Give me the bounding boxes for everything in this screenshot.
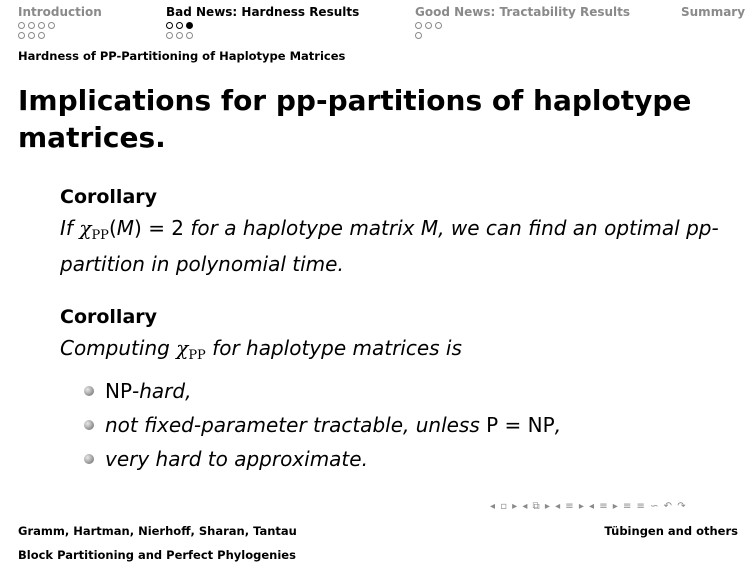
corollary-body [60, 334, 720, 370]
nav-section-label[interactable]: Bad News: Hardness Results [166, 5, 360, 19]
frame-dot[interactable] [425, 22, 432, 29]
frame-dot[interactable] [166, 22, 173, 29]
beamer-navigation-symbols[interactable]: ◂ ▫ ▸ ◂ ⧉ ▸ ◂ ≡ ▸ ◂ ≡ ▸ ≡ ≡ ∽ ↶ ↷ [490, 501, 687, 512]
list-item [60, 442, 720, 476]
chi-letter: χ [176, 336, 189, 360]
nav-section-good-news[interactable] [415, 5, 630, 39]
frame-dots-row [18, 22, 102, 29]
corollary-text: If [60, 216, 73, 240]
nav-section-label[interactable]: Summary [681, 5, 746, 19]
math-expression: P = NP [486, 413, 555, 437]
frame-dot[interactable] [415, 22, 422, 29]
frame-dot[interactable] [166, 32, 173, 39]
item-text: , [554, 413, 562, 437]
corollary-block-1 [60, 186, 720, 278]
footer-short-title: Block Partitioning and Perfect Phylogenies [18, 548, 296, 562]
frame-dot[interactable] [28, 22, 35, 29]
frame-dot[interactable] [176, 22, 183, 29]
list-item [60, 374, 720, 408]
frame-dot[interactable] [18, 32, 25, 39]
chi-subscript: PP [188, 348, 206, 363]
item-text: very hard to approximate. [105, 447, 368, 471]
item-text: -hard, [132, 379, 192, 403]
frame-dots-row [18, 32, 102, 39]
frame-dot-current[interactable] [186, 22, 193, 29]
paren-close: ) [134, 216, 142, 240]
frame-dot[interactable] [28, 32, 35, 39]
corollary-list [60, 374, 720, 476]
frame-dot[interactable] [18, 22, 25, 29]
frame-dots-row [415, 22, 630, 29]
corollary-text: for haplotype matrices is [212, 336, 462, 360]
nav-section-bad-news[interactable] [166, 5, 359, 39]
list-item [60, 408, 720, 442]
corollary-text: for a haplotype matrix M, we can find an optimal pp-partition in polynomial time. [60, 216, 719, 276]
frame-title: Implications for pp-partitions of haplotype matrices. [18, 84, 692, 154]
frame-dots-row [166, 22, 359, 29]
frame-dot[interactable] [176, 32, 183, 39]
nav-section-label[interactable]: Introduction [18, 5, 102, 19]
frame-dot[interactable] [186, 32, 193, 39]
nav-section-label[interactable]: Good News: Tractability Results [415, 5, 631, 19]
frame-dot[interactable] [38, 32, 45, 39]
chi-subscript: PP [91, 228, 109, 243]
subsection-title: Hardness of PP-Partitioning of Haplotype Matrices [18, 49, 346, 63]
frame-dots-row [166, 32, 359, 39]
ball-bullet-icon [84, 420, 94, 430]
ball-bullet-icon [84, 454, 94, 464]
chi-symbol [176, 336, 206, 363]
frame-dot[interactable] [38, 22, 45, 29]
frame-dots-row [415, 32, 630, 39]
corollary-title: Corollary [60, 186, 158, 208]
corollary-body [60, 214, 720, 278]
item-text: not fixed-parameter tractable, unless [105, 413, 480, 437]
nav-section-summary[interactable] [681, 5, 745, 19]
math-variable: M [116, 216, 135, 240]
corollary-text: Computing [60, 336, 170, 360]
ball-bullet-icon [84, 386, 94, 396]
frame-dot[interactable] [415, 32, 422, 39]
footer-institute: Tübingen and others [604, 524, 738, 538]
corollary-block-2 [60, 306, 720, 476]
math-equals: = 2 [148, 216, 185, 240]
section-navigation [0, 0, 756, 48]
footer-authors: Gramm, Hartman, Nierhoff, Sharan, Tantau [18, 524, 297, 538]
paren-open: ( [108, 216, 117, 240]
chi-letter: χ [79, 216, 92, 240]
np-text: NP [105, 379, 133, 403]
frame-dot[interactable] [48, 22, 55, 29]
frame-dot[interactable] [435, 22, 442, 29]
chi-symbol [79, 216, 109, 243]
nav-section-introduction[interactable] [18, 5, 102, 39]
corollary-title: Corollary [60, 306, 158, 328]
